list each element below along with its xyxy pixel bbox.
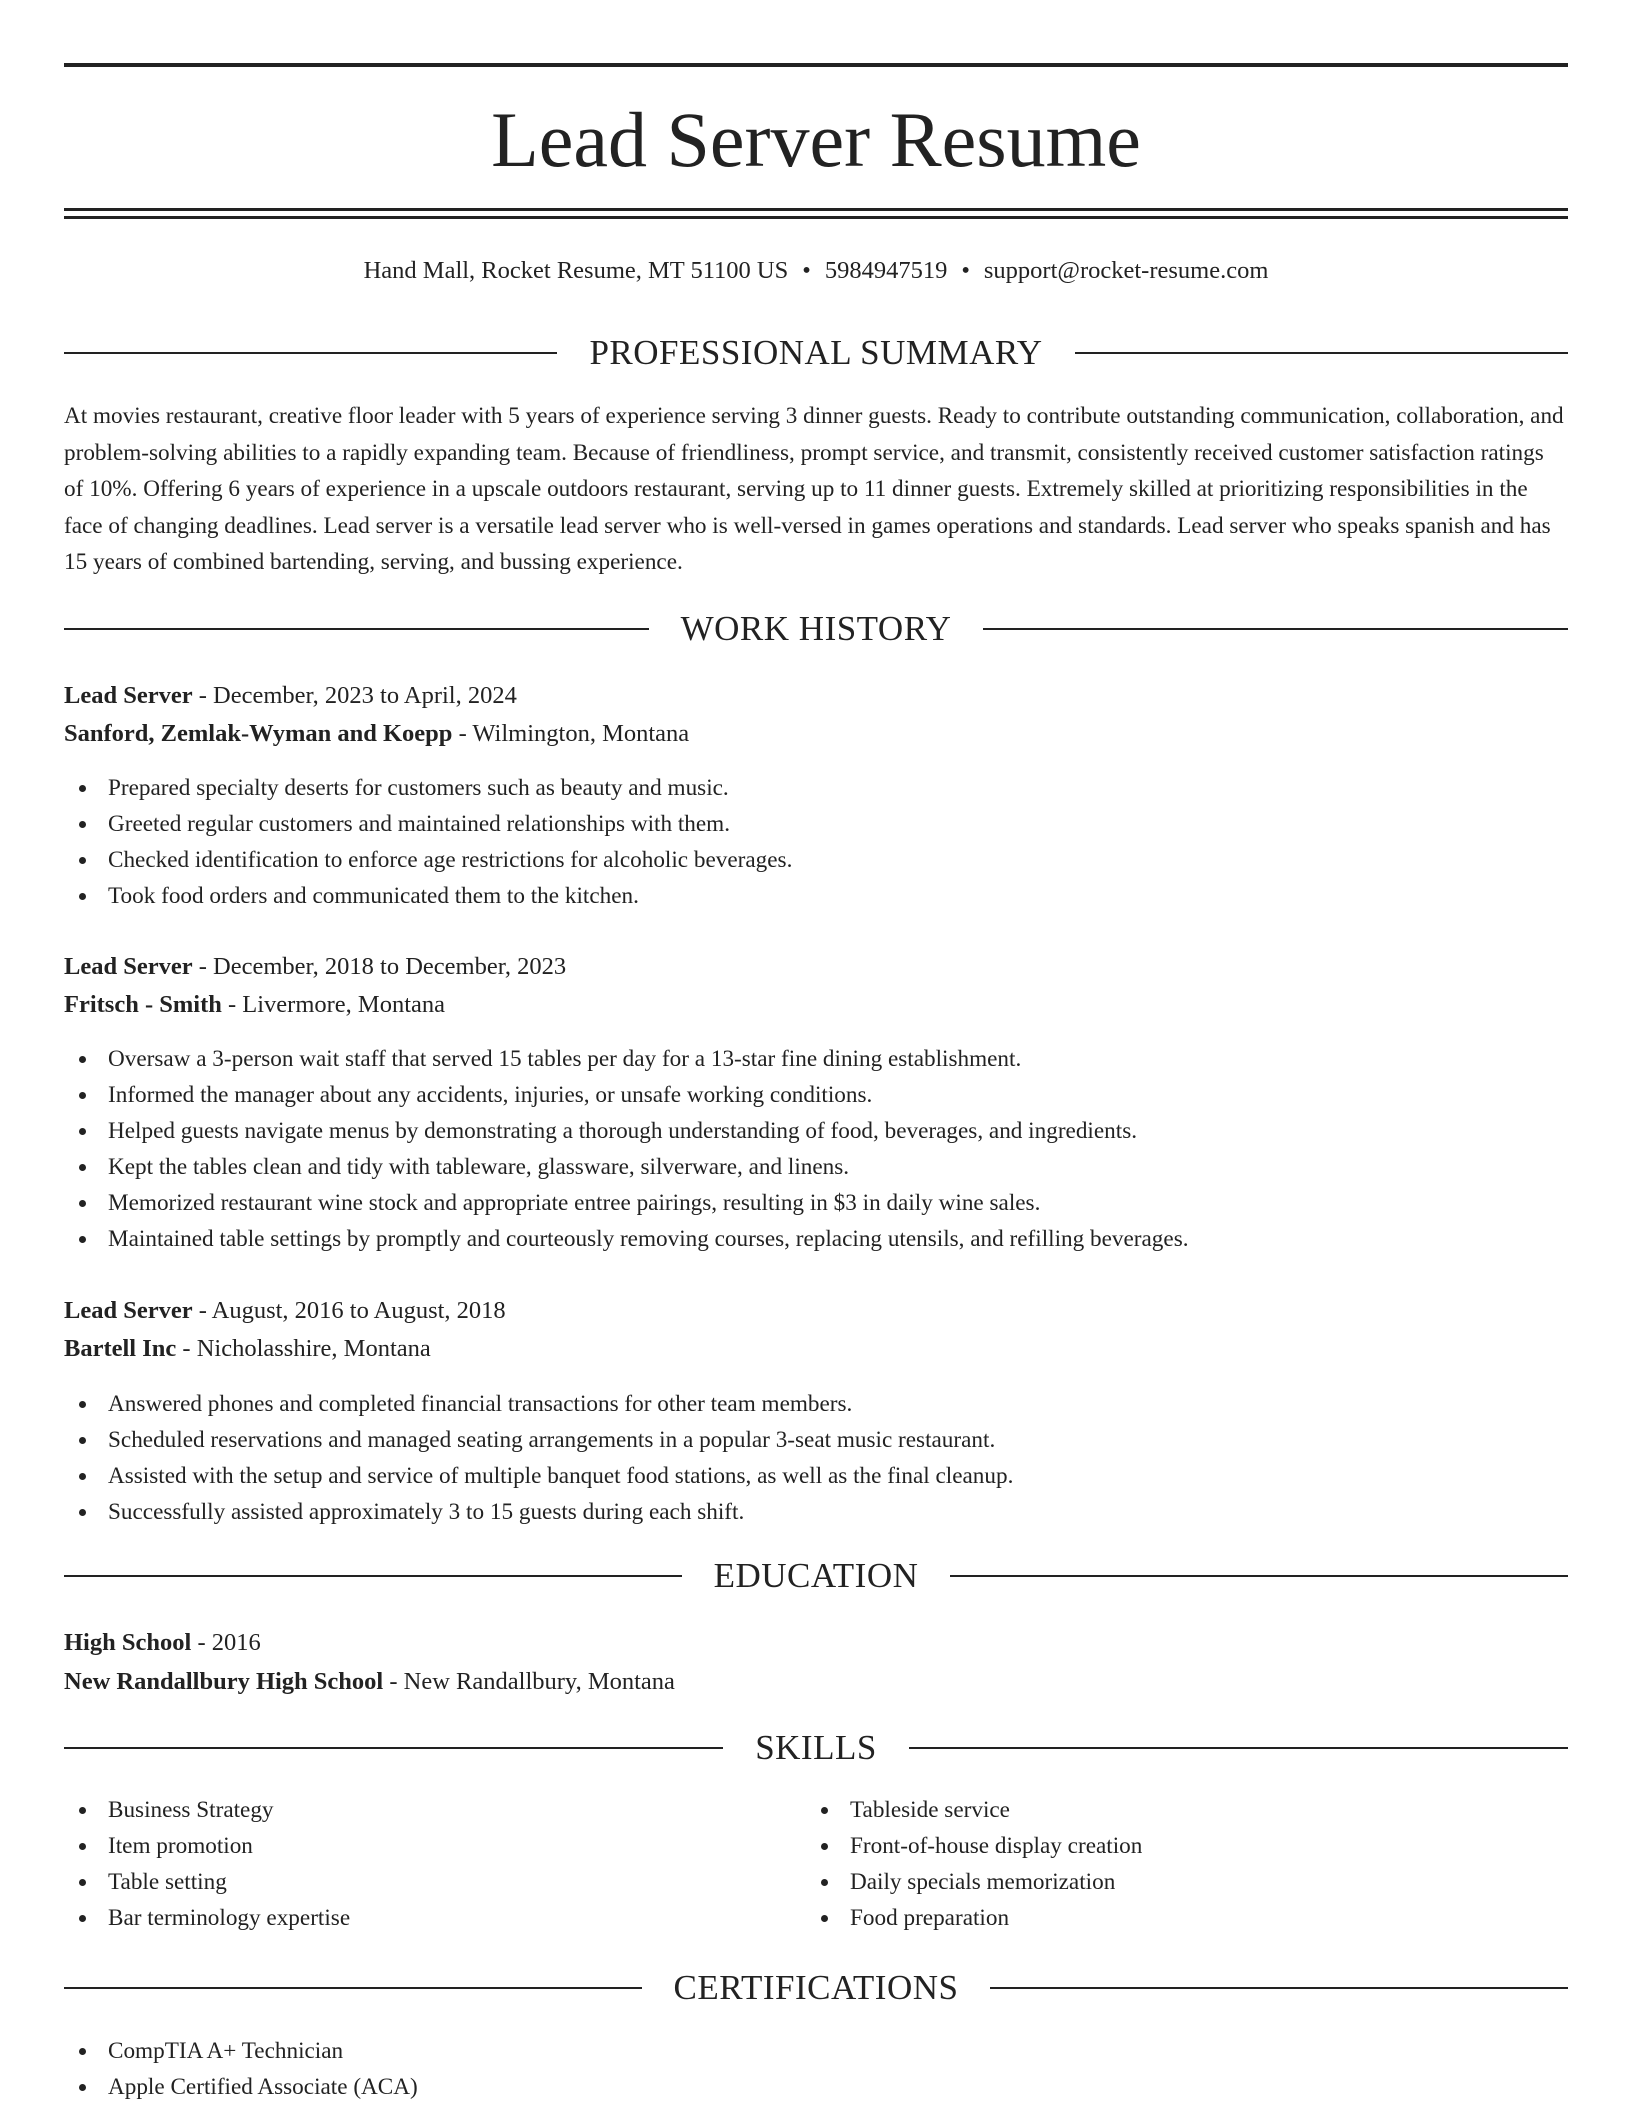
section-title-skills: SKILLS xyxy=(755,1728,877,1767)
job-dates: - December, 2023 to April, 2024 xyxy=(192,682,517,709)
job-dates: - August, 2016 to August, 2018 xyxy=(192,1297,506,1324)
divider-line xyxy=(990,1987,1568,1989)
section-title-work: WORK HISTORY xyxy=(680,609,952,648)
education-degree-line xyxy=(64,1626,261,1660)
job-employer: Bartell Inc xyxy=(64,1335,177,1362)
title-double-rule-lower xyxy=(64,216,1568,219)
contact-address: Hand Mall, Rocket Resume, MT 51100 US xyxy=(363,257,789,284)
job-title: Lead Server xyxy=(64,953,193,980)
job-employer-line xyxy=(64,988,445,1022)
resume-title: Lead Server Resume xyxy=(491,96,1141,183)
list-item: Prepared specialty deserts for customers such as beauty and music. xyxy=(64,770,1568,806)
section-header-certifications xyxy=(64,1966,1568,2010)
job-location: - Nicholasshire, Montana xyxy=(176,1335,431,1362)
list-item: Assisted with the setup and service of multiple banquet food stations, as well as the final cleanup. xyxy=(64,1458,1568,1494)
contact-separator: • xyxy=(802,257,811,284)
list-item: Scheduled reservations and managed seating arrangements in a popular 3-seat music restaurant. xyxy=(64,1422,1568,1458)
job-title-line xyxy=(64,1294,506,1328)
education-degree: High School xyxy=(64,1629,192,1656)
education-year: - 2016 xyxy=(191,1629,261,1656)
certification-item: CompTIA A+ Technician xyxy=(64,2033,1568,2069)
contact-separator: • xyxy=(961,257,970,284)
divider-line xyxy=(1075,352,1568,354)
job-title: Lead Server xyxy=(64,682,193,709)
divider-line xyxy=(64,628,649,630)
skills-list-left xyxy=(64,1792,764,1936)
job-title-line xyxy=(64,679,517,713)
job-employer: Fritsch - Smith xyxy=(64,991,222,1018)
skill-item: Bar terminology expertise xyxy=(64,1900,764,1936)
title-double-rule-upper xyxy=(64,208,1568,211)
job-bullets xyxy=(64,1041,1568,1257)
skill-item: Business Strategy xyxy=(64,1792,764,1828)
job-location: - Wilmington, Montana xyxy=(452,720,690,747)
divider-line xyxy=(64,1575,682,1577)
skill-item: Tableside service xyxy=(806,1792,1506,1828)
job-title-line xyxy=(64,950,566,984)
certification-item: Apple Certified Associate (ACA) xyxy=(64,2069,1568,2105)
divider-line xyxy=(64,1987,642,1989)
list-item: Checked identification to enforce age restrictions for alcoholic beverages. xyxy=(64,842,1568,878)
job-location: - Livermore, Montana xyxy=(221,991,446,1018)
skill-item: Item promotion xyxy=(64,1828,764,1864)
job-bullets xyxy=(64,770,1568,914)
skill-item: Food preparation xyxy=(806,1900,1506,1936)
divider-line xyxy=(64,1747,723,1749)
section-header-summary xyxy=(64,331,1568,375)
education-location: - New Randallbury, Montana xyxy=(383,1668,675,1695)
section-header-skills xyxy=(64,1726,1568,1770)
job-employer-line xyxy=(64,1332,431,1366)
list-item: Greeted regular customers and maintained relationships with them. xyxy=(64,806,1568,842)
section-title-summary: PROFESSIONAL SUMMARY xyxy=(589,333,1043,372)
list-item: Took food orders and communicated them to the kitchen. xyxy=(64,878,1568,914)
skill-item: Front-of-house display creation xyxy=(806,1828,1506,1864)
list-item: Memorized restaurant wine stock and appropriate entree pairings, resulting in $3 in daily wine sales. xyxy=(64,1185,1568,1221)
skills-list-right xyxy=(806,1792,1506,1936)
section-header-work xyxy=(64,607,1568,651)
education-school-line xyxy=(64,1665,675,1699)
education-school: New Randallbury High School xyxy=(64,1668,384,1695)
list-item: Helped guests navigate menus by demonstrating a thorough understanding of food, beverages, and ingredients. xyxy=(64,1113,1568,1149)
job-title: Lead Server xyxy=(64,1297,193,1324)
list-item: Oversaw a 3-person wait staff that served 15 tables per day for a 13-star fine dining establishment. xyxy=(64,1041,1568,1077)
divider-line xyxy=(983,628,1568,630)
list-item: Successfully assisted approximately 3 to 15 guests during each shift. xyxy=(64,1494,1568,1530)
skill-item: Daily specials memorization xyxy=(806,1864,1506,1900)
list-item: Informed the manager about any accidents, injuries, or unsafe working conditions. xyxy=(64,1077,1568,1113)
summary-text: At movies restaurant, creative floor leader with 5 years of experience serving 3 dinner guests. Ready to contribute outstanding communication, collaboration, and problem-solving abilities to a rapidly expanding team. Because of friendliness, prompt service, and transmit, consistently received customer satisfaction ratings of 10%. Offering 6 years of experience in a upscale outdoors restaurant, serving up to 11 dinner guests. Extremely skilled at prioritizing responsibilities in the face of changing deadlines. Lead server is a versatile lead server who is well-versed in games operations and standards. Lead server who speaks spanish and has 15 years of combined bartending, serving, and bussing experience. xyxy=(64,403,1564,575)
section-title-education: EDUCATION xyxy=(713,1556,919,1595)
contact-line xyxy=(64,254,1568,288)
job-bullets xyxy=(64,1386,1568,1530)
list-item: Maintained table settings by promptly and courteously removing courses, replacing utensils, and refilling beverages. xyxy=(64,1221,1568,1257)
job-dates: - December, 2018 to December, 2023 xyxy=(192,953,567,980)
certifications-list xyxy=(64,2033,1568,2105)
top-rule xyxy=(64,63,1568,67)
section-header-education xyxy=(64,1554,1568,1598)
job-employer: Sanford, Zemlak-Wyman and Koepp xyxy=(64,720,453,747)
divider-line xyxy=(950,1575,1568,1577)
section-title-certifications: CERTIFICATIONS xyxy=(673,1968,959,2007)
skill-item: Table setting xyxy=(64,1864,764,1900)
divider-line xyxy=(64,352,557,354)
contact-phone: 5984947519 xyxy=(824,257,948,284)
job-employer-line xyxy=(64,717,689,751)
list-item: Kept the tables clean and tidy with tableware, glassware, silverware, and linens. xyxy=(64,1149,1568,1185)
contact-email: support@rocket-resume.com xyxy=(983,257,1269,284)
divider-line xyxy=(909,1747,1568,1749)
list-item: Answered phones and completed financial transactions for other team members. xyxy=(64,1386,1568,1422)
